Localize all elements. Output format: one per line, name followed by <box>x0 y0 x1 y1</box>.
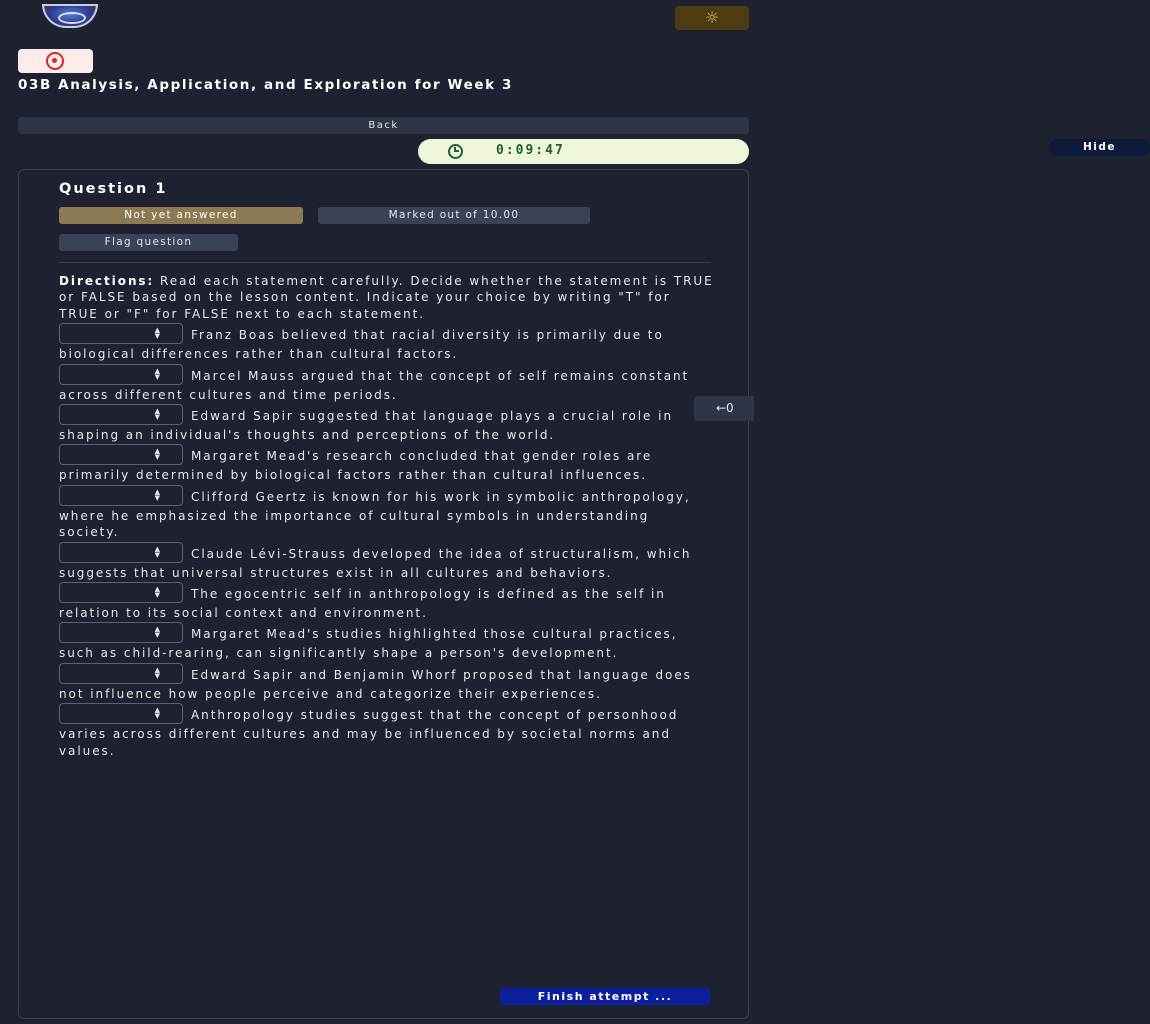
statement-item <box>59 487 714 541</box>
statement-text: Marcel Mauss argued that the concept of self remains constant across different cultures and time periods. <box>59 368 690 402</box>
statement-text: Clifford Geertz is known for his work in symbolic anthropology, where he emphasized the importance of cultural symbols in understanding society. <box>59 489 691 540</box>
answer-select[interactable] <box>59 323 183 344</box>
select-arrows-icon: ▲ ▼ <box>154 585 160 600</box>
answer-select[interactable] <box>59 444 183 465</box>
statement-item <box>59 544 714 581</box>
directions-text: Read each statement carefully. Decide whether the statement is TRUE or FALSE based on the lesson content. Indicate your choice by writing "T" for TRUE or "F" for FALSE next to each statement. <box>59 274 714 321</box>
answer-select[interactable] <box>59 404 183 425</box>
timer-value: 0:09:47 <box>496 143 565 158</box>
clock-icon <box>448 144 463 159</box>
school-crest-logo-icon[interactable] <box>42 4 98 28</box>
quiz-timer <box>418 139 1117 164</box>
drawer-toggle-button[interactable] <box>694 396 754 421</box>
answer-select[interactable] <box>59 582 183 603</box>
answer-select[interactable] <box>59 703 183 724</box>
select-arrows-icon: ▲ ▼ <box>154 407 160 422</box>
select-arrows-icon: ▲ ▼ <box>154 447 160 462</box>
statement-text: Claude Lévi-Strauss developed the idea of structuralism, which suggests that universal structures exist in all cultures and behaviors. <box>59 546 692 580</box>
select-arrows-icon: ▲ ▼ <box>154 366 160 381</box>
answer-select[interactable] <box>59 364 183 385</box>
select-arrows-icon: ▲ ▼ <box>154 706 160 721</box>
statement-text: Edward Sapir and Benjamin Whorf proposed that language does not influence how people perceive and categorize their experiences. <box>59 667 692 701</box>
drawer-toggle-icon: ←0 <box>716 401 734 415</box>
top-bar <box>0 0 768 36</box>
statement-item <box>59 366 714 403</box>
back-button[interactable]: Back <box>18 117 749 134</box>
statement-text: Anthropology studies suggest that the concept of personhood varies across different cultures and may be influenced by societal norms and values. <box>59 708 679 758</box>
marks-badge: Marked out of 10.00 <box>318 207 590 224</box>
course-target-icon <box>18 49 93 73</box>
select-arrows-icon: ▲ ▼ <box>154 625 160 640</box>
statement-item <box>59 624 714 661</box>
theme-toggle-button[interactable] <box>675 6 749 30</box>
statement-item <box>59 665 714 702</box>
statement-text: Franz Boas believed that racial diversity is primarily due to biological differences rather than cultural factors. <box>59 328 664 362</box>
flag-question-button[interactable]: Flag question <box>59 234 238 251</box>
answer-select[interactable] <box>59 542 183 563</box>
statement-list <box>59 325 714 759</box>
statement-text: Margaret Mead's research concluded that gender roles are primarily determined by biological factors rather than cultural influences. <box>59 449 653 483</box>
question-title: Question 1 <box>59 181 168 197</box>
answer-status-badge: Not yet answered <box>59 207 303 224</box>
statement-item <box>59 584 714 621</box>
statement-item <box>59 406 714 443</box>
statement-item <box>59 325 714 362</box>
statement-item <box>59 446 714 483</box>
answer-select[interactable] <box>59 663 183 684</box>
divider <box>59 262 711 263</box>
statement-text: The egocentric self in anthropology is defined as the self in relation to its social context and environment. <box>59 587 666 621</box>
select-arrows-icon: ▲ ▼ <box>154 544 160 559</box>
statement-text: Margaret Mead's studies highlighted those cultural practices, such as child-rearing, can significantly shape a person's development. <box>59 627 678 661</box>
select-arrows-icon: ▲ ▼ <box>154 487 160 502</box>
target-icon <box>46 52 64 70</box>
finish-attempt-button[interactable]: Finish attempt ... <box>500 988 710 1005</box>
sun-icon: ☼ <box>704 8 720 27</box>
answer-select[interactable] <box>59 485 183 506</box>
hide-timer-button[interactable]: Hide <box>1049 139 1150 156</box>
page-title: 03B Analysis, Application, and Exploration for Week 3 <box>18 77 513 93</box>
directions <box>59 273 714 322</box>
statement-item <box>59 705 714 759</box>
directions-label: Directions: <box>59 274 155 288</box>
answer-select[interactable] <box>59 622 183 643</box>
select-arrows-icon: ▲ ▼ <box>154 665 160 680</box>
statement-text: Edward Sapir suggested that language plays a crucial role in shaping an individual's thoughts and perceptions of the world. <box>59 409 673 443</box>
select-arrows-icon: ▲ ▼ <box>154 326 160 341</box>
question-text <box>59 273 714 759</box>
